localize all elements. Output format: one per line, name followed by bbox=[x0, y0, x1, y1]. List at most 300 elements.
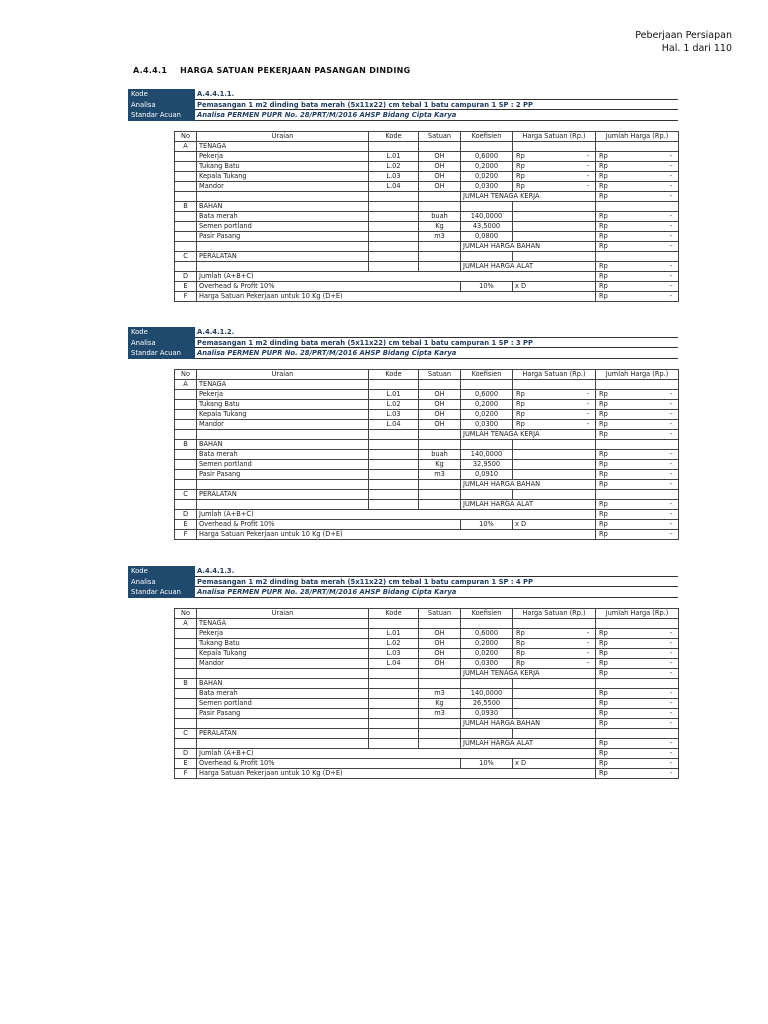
empty-value: - bbox=[669, 192, 672, 200]
empty-value: - bbox=[586, 649, 589, 657]
empty-cell bbox=[197, 739, 369, 749]
subtotal-row bbox=[175, 242, 679, 252]
empty-cell bbox=[461, 380, 513, 390]
empty-cell bbox=[175, 639, 197, 649]
empty-cell bbox=[369, 460, 419, 470]
group-no: C bbox=[175, 729, 197, 739]
unit-price bbox=[513, 400, 596, 410]
empty-cell bbox=[596, 490, 679, 500]
empty-cell bbox=[419, 719, 461, 729]
currency-label: Rp bbox=[599, 639, 608, 647]
item-name: Kepala Tukang bbox=[197, 410, 369, 420]
item-name: Pekerja bbox=[197, 629, 369, 639]
row-label: Overhead & Profit 10% bbox=[197, 282, 461, 292]
column-header: Jumlah Harga (Rp.) bbox=[596, 132, 679, 142]
item-name: Pasir Pasang bbox=[197, 470, 369, 480]
group-no: C bbox=[175, 490, 197, 500]
column-header: Koefisien bbox=[461, 609, 513, 619]
item-coefficient: 0,0200 bbox=[461, 410, 513, 420]
empty-cell bbox=[197, 480, 369, 490]
item-code: L.02 bbox=[369, 639, 419, 649]
column-header: Uraian bbox=[197, 609, 369, 619]
empty-cell bbox=[461, 619, 513, 629]
column-header: Jumlah Harga (Rp.) bbox=[596, 609, 679, 619]
table-row bbox=[175, 629, 679, 639]
group-no: B bbox=[175, 202, 197, 212]
currency-label: Rp bbox=[599, 719, 608, 727]
currency-label: Rp bbox=[599, 162, 608, 170]
item-name: Pasir Pasang bbox=[197, 709, 369, 719]
empty-value: - bbox=[669, 212, 672, 220]
empty-cell bbox=[513, 619, 596, 629]
empty-cell bbox=[369, 480, 419, 490]
item-coefficient: 0,0910 bbox=[461, 470, 513, 480]
subtotal-label: JUMLAH TENAGA KERJA bbox=[461, 192, 596, 202]
analysis-block bbox=[128, 327, 678, 538]
total-value bbox=[596, 769, 679, 779]
subtotal-value bbox=[596, 262, 679, 272]
empty-cell bbox=[197, 669, 369, 679]
empty-cell bbox=[197, 500, 369, 510]
empty-cell bbox=[596, 679, 679, 689]
empty-value: - bbox=[669, 182, 672, 190]
empty-value: - bbox=[586, 639, 589, 647]
item-unit: OH bbox=[419, 400, 461, 410]
group-label: BAHAN bbox=[197, 679, 369, 689]
kode-value: A.4.4.1.1. bbox=[195, 89, 678, 100]
empty-value: - bbox=[669, 739, 672, 747]
empty-cell bbox=[175, 242, 197, 252]
total-price bbox=[596, 212, 679, 222]
group-no: A bbox=[175, 142, 197, 152]
currency-label: Rp bbox=[516, 410, 525, 418]
row-no: D bbox=[175, 749, 197, 759]
total-price bbox=[596, 420, 679, 430]
empty-cell bbox=[175, 212, 197, 222]
empty-cell bbox=[419, 252, 461, 262]
group-row-peralatan bbox=[175, 490, 679, 500]
table-header-row bbox=[175, 370, 679, 380]
empty-cell bbox=[197, 242, 369, 252]
empty-cell bbox=[596, 729, 679, 739]
table-header-row bbox=[175, 132, 679, 142]
unit-price bbox=[513, 182, 596, 192]
empty-cell bbox=[596, 380, 679, 390]
item-name: Mandor bbox=[197, 182, 369, 192]
item-coefficient: 140,0000 bbox=[461, 450, 513, 460]
analisa-label: Analisa bbox=[128, 338, 195, 349]
empty-cell bbox=[369, 500, 419, 510]
table-row bbox=[175, 639, 679, 649]
empty-cell bbox=[369, 709, 419, 719]
item-unit: OH bbox=[419, 420, 461, 430]
subtotal-label: JUMLAH HARGA ALAT bbox=[461, 739, 596, 749]
subtotal-label: JUMLAH HARGA BAHAN bbox=[461, 480, 596, 490]
item-unit: OH bbox=[419, 182, 461, 192]
row-label: Overhead & Profit 10% bbox=[197, 759, 461, 769]
subtotal-row bbox=[175, 669, 679, 679]
item-name: Semen portland bbox=[197, 222, 369, 232]
item-code: L.03 bbox=[369, 649, 419, 659]
subtotal-label: JUMLAH TENAGA KERJA bbox=[461, 430, 596, 440]
item-coefficient: 0,6000 bbox=[461, 390, 513, 400]
empty-cell bbox=[369, 490, 419, 500]
item-coefficient: 140,0000 bbox=[461, 212, 513, 222]
currency-label: Rp bbox=[599, 759, 608, 767]
table-row bbox=[175, 689, 679, 699]
total-price bbox=[596, 649, 679, 659]
subtotal-value bbox=[596, 500, 679, 510]
overhead-basis: x D bbox=[513, 759, 596, 769]
empty-cell bbox=[369, 222, 419, 232]
item-name: Mandor bbox=[197, 420, 369, 430]
item-unit: OH bbox=[419, 390, 461, 400]
table-row bbox=[175, 162, 679, 172]
currency-label: Rp bbox=[599, 520, 608, 528]
empty-cell bbox=[369, 699, 419, 709]
analysis-block bbox=[128, 566, 678, 777]
item-name: Bata merah bbox=[197, 450, 369, 460]
item-coefficient: 0,0300 bbox=[461, 182, 513, 192]
currency-label: Rp bbox=[599, 242, 608, 250]
empty-cell bbox=[369, 192, 419, 202]
empty-cell bbox=[419, 729, 461, 739]
empty-value: - bbox=[669, 699, 672, 707]
row-no: E bbox=[175, 759, 197, 769]
currency-label: Rp bbox=[599, 390, 608, 398]
empty-cell bbox=[419, 380, 461, 390]
total-row-d bbox=[175, 510, 679, 520]
unit-price bbox=[513, 629, 596, 639]
column-header: Satuan bbox=[419, 609, 461, 619]
empty-value: - bbox=[669, 689, 672, 697]
standar-label: Standar Acuan bbox=[128, 110, 195, 121]
table-row bbox=[175, 420, 679, 430]
empty-cell bbox=[369, 262, 419, 272]
empty-value: - bbox=[669, 172, 672, 180]
empty-value: - bbox=[669, 649, 672, 657]
empty-value: - bbox=[669, 400, 672, 408]
table-row bbox=[175, 182, 679, 192]
currency-label: Rp bbox=[516, 182, 525, 190]
group-row-bahan bbox=[175, 440, 679, 450]
empty-cell bbox=[461, 252, 513, 262]
total-price bbox=[596, 709, 679, 719]
empty-cell bbox=[175, 162, 197, 172]
empty-cell bbox=[419, 142, 461, 152]
empty-cell bbox=[513, 252, 596, 262]
empty-value: - bbox=[586, 410, 589, 418]
total-value bbox=[596, 520, 679, 530]
total-row-e bbox=[175, 282, 679, 292]
overhead-basis: x D bbox=[513, 520, 596, 530]
standar-value: Analisa PERMEN PUPR No. 28/PRT/M/2016 AHSP Bidang Cipta Karya bbox=[195, 348, 678, 359]
currency-label: Rp bbox=[516, 152, 525, 160]
item-name: Pasir Pasang bbox=[197, 232, 369, 242]
total-row-d bbox=[175, 272, 679, 282]
row-label: Harga Satuan Pekerjaan untuk 10 Kg (D+E) bbox=[197, 292, 596, 302]
table-row bbox=[175, 659, 679, 669]
empty-cell bbox=[369, 739, 419, 749]
empty-cell bbox=[175, 192, 197, 202]
empty-value: - bbox=[669, 629, 672, 637]
currency-label: Rp bbox=[599, 292, 608, 300]
item-unit: Kg bbox=[419, 460, 461, 470]
empty-cell bbox=[369, 679, 419, 689]
currency-label: Rp bbox=[599, 410, 608, 418]
analisa-label: Analisa bbox=[128, 577, 195, 588]
item-unit: m3 bbox=[419, 689, 461, 699]
unit-price bbox=[513, 390, 596, 400]
total-row-f bbox=[175, 769, 679, 779]
table-row bbox=[175, 460, 679, 470]
subtotal-row bbox=[175, 739, 679, 749]
row-label: Harga Satuan Pekerjaan untuk 10 Kg (D+E) bbox=[197, 769, 596, 779]
item-name: Semen portland bbox=[197, 460, 369, 470]
currency-label: Rp bbox=[599, 500, 608, 508]
empty-cell bbox=[419, 192, 461, 202]
empty-value: - bbox=[669, 719, 672, 727]
subtotal-row bbox=[175, 430, 679, 440]
currency-label: Rp bbox=[599, 669, 608, 677]
item-code: L.04 bbox=[369, 182, 419, 192]
group-no: C bbox=[175, 252, 197, 262]
empty-cell bbox=[419, 430, 461, 440]
empty-value: - bbox=[669, 749, 672, 757]
table-row bbox=[175, 709, 679, 719]
empty-cell bbox=[175, 232, 197, 242]
empty-cell bbox=[369, 450, 419, 460]
analisa-label: Analisa bbox=[128, 100, 195, 111]
kode-label: Kode bbox=[128, 327, 195, 338]
empty-cell bbox=[513, 380, 596, 390]
standar-row bbox=[128, 110, 678, 121]
total-value bbox=[596, 530, 679, 540]
empty-value: - bbox=[669, 769, 672, 777]
empty-value: - bbox=[669, 450, 672, 458]
subtotal-value bbox=[596, 430, 679, 440]
kode-value: A.4.4.1.2. bbox=[195, 327, 678, 338]
empty-cell bbox=[461, 729, 513, 739]
empty-cell bbox=[596, 619, 679, 629]
group-label: BAHAN bbox=[197, 202, 369, 212]
empty-cell bbox=[175, 420, 197, 430]
standar-row bbox=[128, 587, 678, 598]
empty-cell bbox=[369, 440, 419, 450]
currency-label: Rp bbox=[599, 420, 608, 428]
group-row-peralatan bbox=[175, 252, 679, 262]
item-code: L.01 bbox=[369, 152, 419, 162]
group-row-bahan bbox=[175, 679, 679, 689]
empty-cell bbox=[369, 430, 419, 440]
empty-cell bbox=[369, 619, 419, 629]
currency-label: Rp bbox=[599, 709, 608, 717]
total-price bbox=[596, 400, 679, 410]
subtotal-row bbox=[175, 480, 679, 490]
analisa-value: Pemasangan 1 m2 dinding bata merah (5x11x22) cm tebal 1 batu campuran 1 SP : 3 PP bbox=[195, 338, 678, 349]
item-unit: OH bbox=[419, 649, 461, 659]
empty-cell bbox=[175, 222, 197, 232]
empty-cell bbox=[175, 669, 197, 679]
unit-price bbox=[513, 659, 596, 669]
item-code: L.04 bbox=[369, 659, 419, 669]
group-label: TENAGA bbox=[197, 380, 369, 390]
item-unit: buah bbox=[419, 450, 461, 460]
column-header: Uraian bbox=[197, 132, 369, 142]
currency-label: Rp bbox=[599, 470, 608, 478]
empty-cell bbox=[513, 689, 596, 699]
group-row-bahan bbox=[175, 202, 679, 212]
currency-label: Rp bbox=[516, 390, 525, 398]
row-no: F bbox=[175, 530, 197, 540]
currency-label: Rp bbox=[516, 649, 525, 657]
empty-value: - bbox=[669, 222, 672, 230]
item-unit: Kg bbox=[419, 222, 461, 232]
empty-cell bbox=[419, 619, 461, 629]
currency-label: Rp bbox=[516, 420, 525, 428]
unit-price bbox=[513, 410, 596, 420]
table-row bbox=[175, 222, 679, 232]
currency-label: Rp bbox=[599, 232, 608, 240]
empty-cell bbox=[419, 242, 461, 252]
currency-label: Rp bbox=[516, 400, 525, 408]
currency-label: Rp bbox=[516, 659, 525, 667]
empty-cell bbox=[175, 629, 197, 639]
total-price bbox=[596, 689, 679, 699]
empty-cell bbox=[513, 679, 596, 689]
item-unit: OH bbox=[419, 172, 461, 182]
currency-label: Rp bbox=[599, 739, 608, 747]
currency-label: Rp bbox=[599, 450, 608, 458]
item-coefficient: 0,2000 bbox=[461, 162, 513, 172]
item-unit: OH bbox=[419, 639, 461, 649]
empty-cell bbox=[197, 262, 369, 272]
total-value bbox=[596, 272, 679, 282]
subtotal-row bbox=[175, 262, 679, 272]
empty-value: - bbox=[669, 709, 672, 717]
empty-cell bbox=[419, 440, 461, 450]
empty-value: - bbox=[586, 172, 589, 180]
empty-cell bbox=[175, 450, 197, 460]
currency-label: Rp bbox=[599, 430, 608, 438]
empty-cell bbox=[596, 142, 679, 152]
subtotal-value bbox=[596, 669, 679, 679]
item-unit: OH bbox=[419, 410, 461, 420]
empty-cell bbox=[175, 172, 197, 182]
row-no: F bbox=[175, 292, 197, 302]
currency-label: Rp bbox=[599, 689, 608, 697]
table-row bbox=[175, 390, 679, 400]
empty-cell bbox=[369, 232, 419, 242]
empty-value: - bbox=[669, 460, 672, 468]
total-price bbox=[596, 699, 679, 709]
currency-label: Rp bbox=[599, 172, 608, 180]
item-code: L.02 bbox=[369, 162, 419, 172]
unit-price bbox=[513, 152, 596, 162]
analisa-row bbox=[128, 100, 678, 111]
item-name: Bata merah bbox=[197, 212, 369, 222]
empty-value: - bbox=[669, 410, 672, 418]
currency-label: Rp bbox=[599, 192, 608, 200]
analysis-block bbox=[128, 89, 678, 300]
item-unit: m3 bbox=[419, 232, 461, 242]
empty-cell bbox=[513, 202, 596, 212]
item-coefficient: 0,0930 bbox=[461, 709, 513, 719]
empty-value: - bbox=[586, 629, 589, 637]
analisa-row bbox=[128, 577, 678, 588]
item-coefficient: 0,2000 bbox=[461, 639, 513, 649]
total-value bbox=[596, 749, 679, 759]
empty-cell bbox=[461, 202, 513, 212]
currency-label: Rp bbox=[599, 649, 608, 657]
empty-cell bbox=[369, 212, 419, 222]
empty-cell bbox=[369, 242, 419, 252]
empty-cell bbox=[369, 202, 419, 212]
subtotal-label: JUMLAH HARGA BAHAN bbox=[461, 242, 596, 252]
item-coefficient: 0,0800 bbox=[461, 232, 513, 242]
unit-price bbox=[513, 649, 596, 659]
empty-value: - bbox=[586, 420, 589, 428]
empty-cell bbox=[175, 649, 197, 659]
empty-cell bbox=[369, 719, 419, 729]
empty-cell bbox=[175, 709, 197, 719]
group-label: BAHAN bbox=[197, 440, 369, 450]
empty-cell bbox=[461, 440, 513, 450]
item-coefficient: 0,6000 bbox=[461, 152, 513, 162]
kode-label: Kode bbox=[128, 89, 195, 100]
total-row-f bbox=[175, 292, 679, 302]
empty-value: - bbox=[586, 162, 589, 170]
subtotal-row bbox=[175, 500, 679, 510]
subtotal-row bbox=[175, 192, 679, 202]
item-unit: OH bbox=[419, 659, 461, 669]
subtotal-value bbox=[596, 480, 679, 490]
standar-row bbox=[128, 348, 678, 359]
unit-price bbox=[513, 162, 596, 172]
total-price bbox=[596, 222, 679, 232]
subtotal-label: JUMLAH HARGA BAHAN bbox=[461, 719, 596, 729]
section-number: A.4.4.1 bbox=[133, 66, 168, 75]
total-price bbox=[596, 659, 679, 669]
empty-value: - bbox=[669, 759, 672, 767]
column-header: Harga Satuan (Rp.) bbox=[513, 609, 596, 619]
kode-value: A.4.4.1.3. bbox=[195, 566, 678, 577]
empty-value: - bbox=[669, 262, 672, 270]
group-no: A bbox=[175, 380, 197, 390]
item-unit: m3 bbox=[419, 470, 461, 480]
table-row bbox=[175, 172, 679, 182]
standar-label: Standar Acuan bbox=[128, 348, 195, 359]
empty-cell bbox=[175, 689, 197, 699]
group-no: B bbox=[175, 440, 197, 450]
empty-value: - bbox=[669, 470, 672, 478]
kode-row bbox=[128, 566, 678, 577]
column-header: Satuan bbox=[419, 370, 461, 380]
table-row bbox=[175, 470, 679, 480]
empty-cell bbox=[175, 470, 197, 480]
total-value bbox=[596, 292, 679, 302]
empty-cell bbox=[175, 480, 197, 490]
table-row bbox=[175, 450, 679, 460]
table-header-row bbox=[175, 609, 679, 619]
total-price bbox=[596, 172, 679, 182]
subtotal-value bbox=[596, 719, 679, 729]
currency-label: Rp bbox=[599, 530, 608, 538]
currency-label: Rp bbox=[516, 172, 525, 180]
total-price bbox=[596, 390, 679, 400]
empty-value: - bbox=[586, 659, 589, 667]
standar-label: Standar Acuan bbox=[128, 587, 195, 598]
